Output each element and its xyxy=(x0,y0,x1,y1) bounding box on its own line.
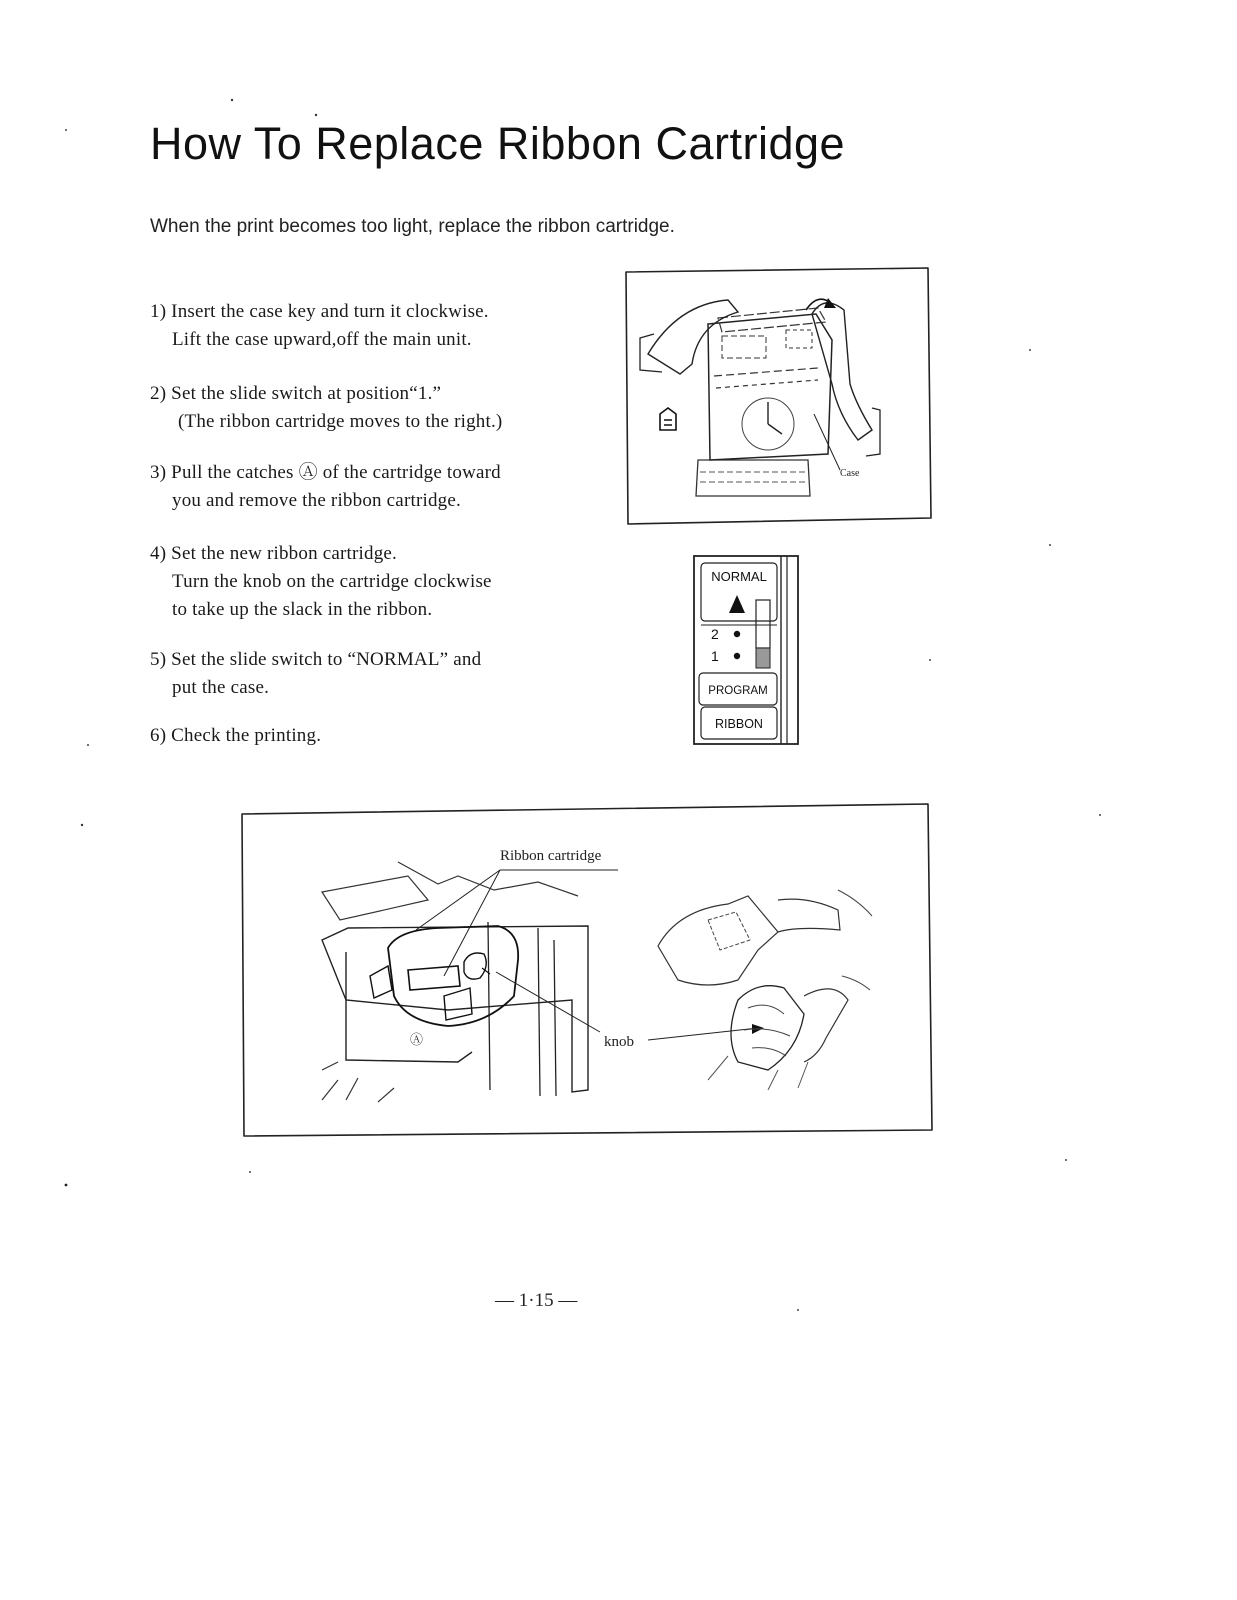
ribbon-label: RIBBON xyxy=(715,717,763,731)
step-4-line-3: to take up the slack in the ribbon. xyxy=(172,599,433,620)
step-5-line-2: put the case. xyxy=(172,677,270,698)
step-1-line-2: Lift the case upward,off the main unit. xyxy=(172,329,472,350)
position-2-label: 2 xyxy=(711,626,719,642)
page-number: — 1·15 — xyxy=(495,1290,578,1311)
position-1-label: 1 xyxy=(711,648,719,664)
step-2-line-2: (The ribbon cartridge moves to the right.) xyxy=(178,411,503,432)
step-3-line-1: 3) Pull the catches Ⓐ of the cartridge toward xyxy=(150,462,501,483)
case-label: Case xyxy=(840,468,860,479)
step-1-line-1: 1) Insert the case key and turn it clockwise. xyxy=(150,301,489,322)
step-4-line-2: Turn the knob on the cartridge clockwise xyxy=(172,571,492,592)
ribbon-cartridge-label: Ribbon cartridge xyxy=(500,848,602,864)
knob-label: knob xyxy=(604,1034,634,1050)
step-6-line-1: 6) Check the printing. xyxy=(150,725,322,746)
program-label: PROGRAM xyxy=(708,685,768,697)
step-3-line-2: you and remove the ribbon cartridge. xyxy=(172,490,461,511)
step-2-line-1: 2) Set the slide switch at position“1.” xyxy=(150,383,442,404)
intro-text: When the print becomes too light, replace the ribbon cartridge. xyxy=(150,216,675,237)
step-4-line-1: 4) Set the new ribbon cartridge. xyxy=(150,543,397,564)
step-5-line-1: 5) Set the slide switch to “NORMAL” and xyxy=(150,649,482,670)
catch-a-label: Ⓐ xyxy=(410,1032,424,1047)
normal-label: NORMAL xyxy=(711,569,767,584)
page-title: How To Replace Ribbon Cartridge xyxy=(150,118,846,169)
